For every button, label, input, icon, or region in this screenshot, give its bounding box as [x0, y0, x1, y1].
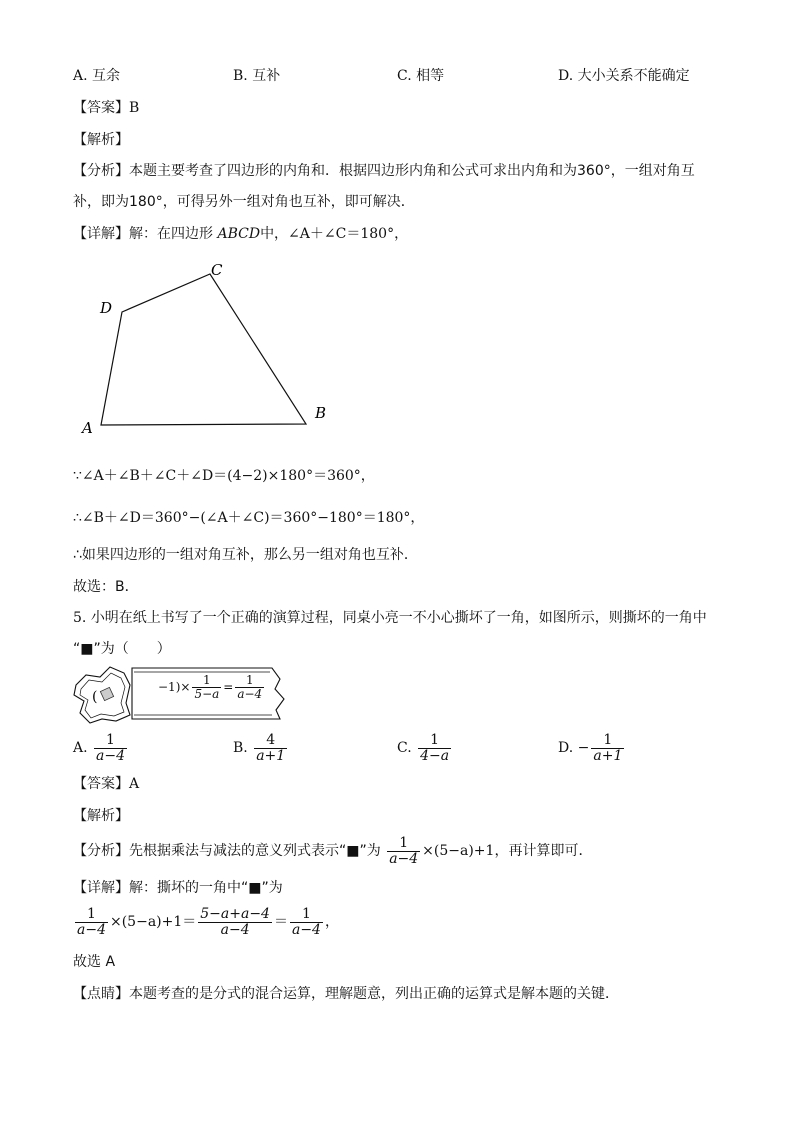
question-number: 5. [73, 610, 87, 626]
comment-text: 本题考查的是分式的混合运算，理解题意，列出正确的运算式是解本题的关键． [129, 986, 619, 1002]
calc-end: ， [324, 914, 339, 930]
option-letter: A. [73, 740, 88, 756]
option-letter: D. [558, 68, 574, 84]
vertex-label-a: A [82, 419, 93, 437]
detail-tag: 【详解】 [73, 226, 129, 242]
fenxi-tag: 【分析】 [73, 163, 129, 179]
answer-tag: 【答案】 [73, 100, 129, 116]
q5-stem-line2: “■”为（ ） [73, 641, 171, 657]
detail-text: 解：在四边形 [129, 226, 213, 242]
q5-analysis-tag: 【解析】 [73, 808, 129, 824]
option-c [397, 67, 444, 85]
option-letter: C. [397, 68, 412, 84]
option-fraction: $\frac{1}{4-a}$ [420, 731, 450, 764]
calc-fraction-2: $\frac{5-a+a-4}{a-4}$ [200, 905, 270, 938]
option-letter: C. [397, 740, 412, 756]
fenxi-tag: 【分析】 [73, 843, 129, 859]
q5-comment [73, 985, 619, 1003]
calc-eq: ＝ [273, 914, 288, 930]
torn-eq: = [223, 680, 234, 694]
q5-option-d [558, 730, 626, 766]
q5-choose: 故选 A [73, 954, 116, 970]
q4-analysis-tag: 【解析】 [73, 132, 129, 148]
q4-fenxi-line1 [73, 162, 695, 180]
option-a [73, 67, 120, 85]
answer-tag: 【答案】 [73, 776, 129, 792]
quadrilateral-shape [101, 274, 306, 425]
option-letter: B. [233, 740, 248, 756]
q5-detail [73, 879, 283, 897]
option-d [558, 67, 690, 85]
option-b [233, 67, 280, 85]
detail-tag: 【详解】 [73, 880, 129, 896]
q5-calculation [73, 904, 339, 940]
detail-text: 解：撕坏的一角中“■”为 [129, 880, 283, 896]
q4-detail [73, 225, 408, 243]
q5-stem-line1 [73, 609, 707, 627]
q4-choose: 故选：B． [73, 579, 139, 595]
option-text: 相等 [416, 68, 445, 84]
fenxi-text-b: ×(5−a)+1，再计算即可． [422, 843, 593, 859]
answer-value: A [129, 776, 140, 792]
calc-fraction-3: $\frac{1}{a-4}$ [291, 905, 321, 938]
vertex-label-b: B [315, 404, 327, 422]
fenxi-text-a: 先根据乘法与减法的意义列式表示“■”为 [129, 843, 381, 859]
q5-option-c [397, 730, 453, 766]
q5-option-a [73, 730, 129, 766]
calc-mid: ×(5−a)+1＝ [109, 914, 197, 930]
calc-fraction-1: $\frac{1}{a-4}$ [77, 905, 106, 938]
quad-name: ABCD [217, 226, 261, 242]
q4-step3: ∴如果四边形的一组对角互补，那么另一组对角也互补． [73, 547, 418, 563]
q4-answer [73, 99, 139, 117]
fenxi-text: 本题主要考查了四边形的内角和．根据四边形内角和公式可求出内角和为360°，一组对角互 [129, 163, 695, 179]
option-letter: A. [73, 68, 88, 84]
option-fraction: $\frac{4}{a+1}$ [256, 731, 286, 764]
option-sign: − [577, 740, 590, 756]
comment-tag: 【点睛】 [73, 986, 129, 1002]
q4-step2: ∴∠B＋∠D＝360°−(∠A＋∠C)＝360°−180°＝180°， [73, 510, 425, 526]
answer-value: B [129, 100, 140, 116]
option-text: 互余 [92, 68, 121, 84]
torn-expression [158, 674, 266, 701]
torn-paren: ( [92, 689, 98, 705]
option-text: 大小关系不能确定 [577, 68, 690, 84]
q5-option-b [233, 730, 289, 766]
option-fraction: $\frac{1}{a+1}$ [593, 731, 623, 764]
quadrilateral-figure [70, 255, 340, 440]
detail-text-b: 中，∠A＋∠C＝180°， [260, 226, 409, 242]
option-fraction: $\frac{1}{a-4}$ [96, 731, 125, 764]
torn-frac2: $\frac{1}{a-4}$ [237, 673, 263, 701]
q5-fenxi [73, 833, 592, 869]
vertex-label-c: C [211, 261, 223, 279]
fenxi-fraction: $\frac{1}{a-4}$ [389, 834, 419, 867]
torn-prefix: −1)× [158, 680, 191, 694]
q4-step1: ∵∠A＋∠B＋∠C＋∠D＝(4−2)×180°＝360°， [73, 468, 375, 484]
q4-fenxi-line2: 补，即为180°，可得另外一组对角也互补，即可解决． [73, 194, 415, 210]
option-letter: D. [558, 740, 574, 756]
vertex-label-d: D [100, 299, 113, 317]
option-letter: B. [233, 68, 248, 84]
torn-frac1: $\frac{1}{5-a}$ [194, 673, 220, 701]
q5-answer [73, 775, 139, 793]
option-text: 互补 [252, 68, 281, 84]
stem-text: 小明在纸上书写了一个正确的演算过程，同桌小亮一不小心撕坏了一角，如图所示，则撕坏的一角中 [90, 610, 707, 626]
